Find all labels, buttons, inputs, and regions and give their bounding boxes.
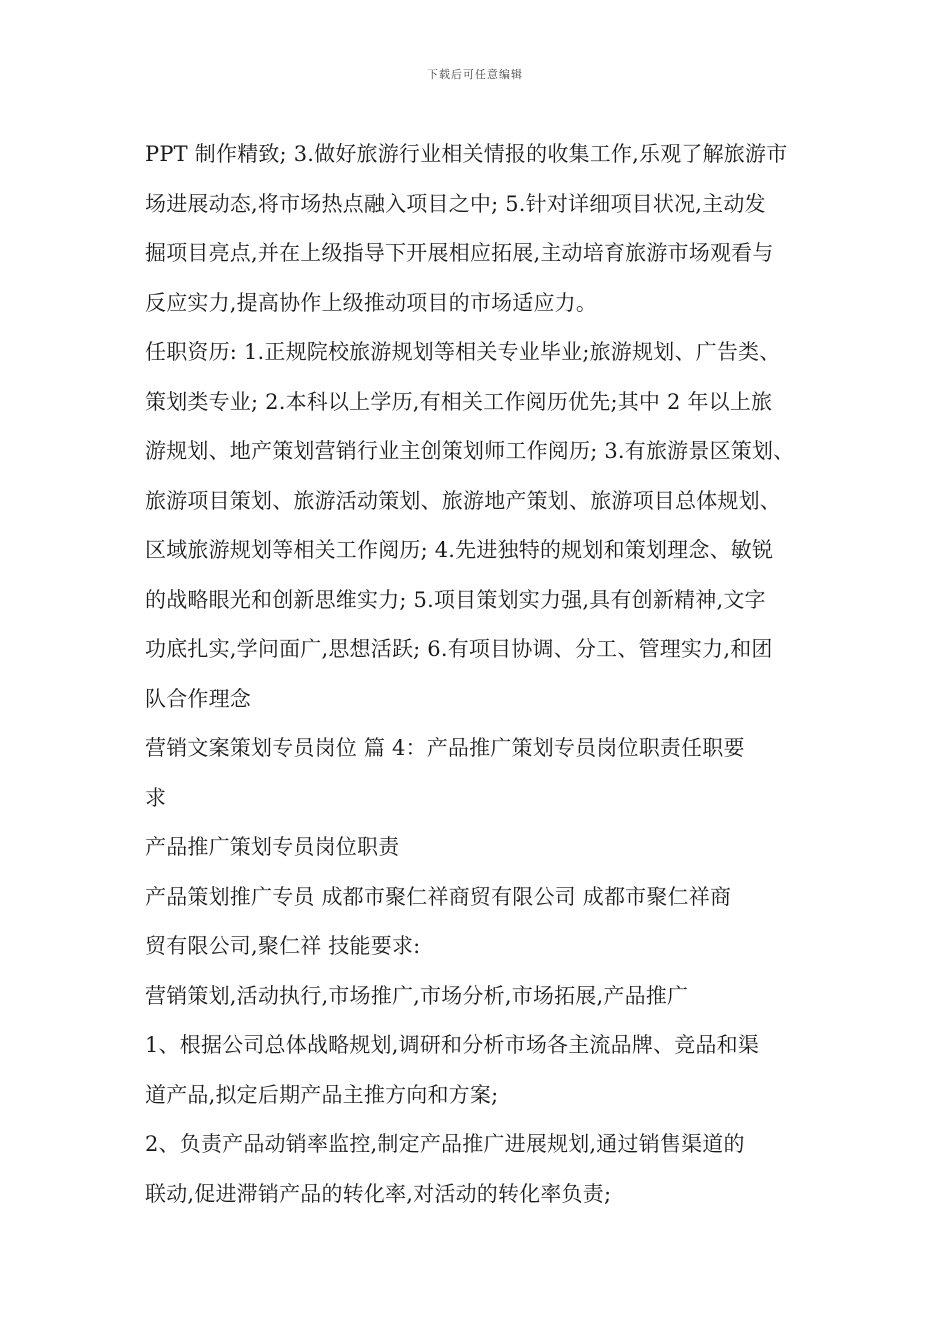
text-line: 联动,促进滞销产品的转化率,对活动的转化率负责;: [145, 1181, 612, 1206]
text-line: 场进展动态,将市场热点融入项目之中; 5.针对详细项目状况,主动发: [145, 191, 766, 216]
text-line: 掘项目亮点,并在上级指导下开展相应拓展,主动培育旅游市场观看与: [145, 241, 774, 265]
text-line: 队合作理念: [145, 686, 251, 711]
text-line: 营销文案策划专员岗位 篇 4：产品推广策划专员岗位职责任职要: [145, 736, 745, 760]
text-line: 区域旅游规划等相关工作阅历; 4.先进独特的规划和策划理念、敏锐: [145, 538, 774, 562]
text-line: 旅游项目策划、旅游活动策划、旅游地产策划、旅游项目总体规划、: [145, 488, 781, 513]
text-line: PPT 制作精致; 3.做好旅游行业相关情报的收集工作,乐观了解旅游市: [145, 142, 788, 166]
text-line: 求: [145, 785, 167, 810]
text-line: 任职资历: 1.正规院校旅游规划等相关专业毕业;旅游规划、广告类、: [145, 340, 781, 364]
text-line: 游规划、地产策划营销行业主创策划师工作阅历; 3.有旅游景区策划、: [145, 439, 795, 463]
text-line: 贸有限公司,聚仁祥 技能要求:: [145, 934, 421, 958]
text-line: 道产品,拟定后期产品主推方向和方案;: [145, 1082, 499, 1107]
document-body: [145, 130, 810, 1219]
page-header-note: 下载后可任意编辑: [427, 68, 523, 81]
text-line: 营销策划,活动执行,市场推广,市场分析,市场拓展,产品推广: [145, 983, 689, 1008]
text-line: 1、根据公司总体战略规划,调研和分析市场各主流品牌、竞品和渠: [145, 1033, 760, 1057]
text-line: 产品推广策划专员岗位职责: [145, 835, 400, 859]
text-line: 的战略眼光和创新思维实力; 5.项目策划实力强,具有创新精神,文字: [145, 587, 766, 612]
text-line: 反应实力,提高协作上级推动项目的市场适应力。: [145, 290, 598, 315]
text-line: 策划类专业; 2.本科以上学历,有相关工作阅历优先;其中 2 年以上旅: [145, 389, 773, 414]
text-line: 2、负责产品动销率监控,制定产品推广进展规划,通过销售渠道的: [145, 1132, 745, 1156]
text-line: 产品策划推广专员 成都市聚仁祥商贸有限公司 成都市聚仁祥商: [145, 884, 732, 909]
text-line: 功底扎实,学问面广,思想活跃; 6.有项目协调、分工、管理实力,和团: [145, 637, 773, 661]
